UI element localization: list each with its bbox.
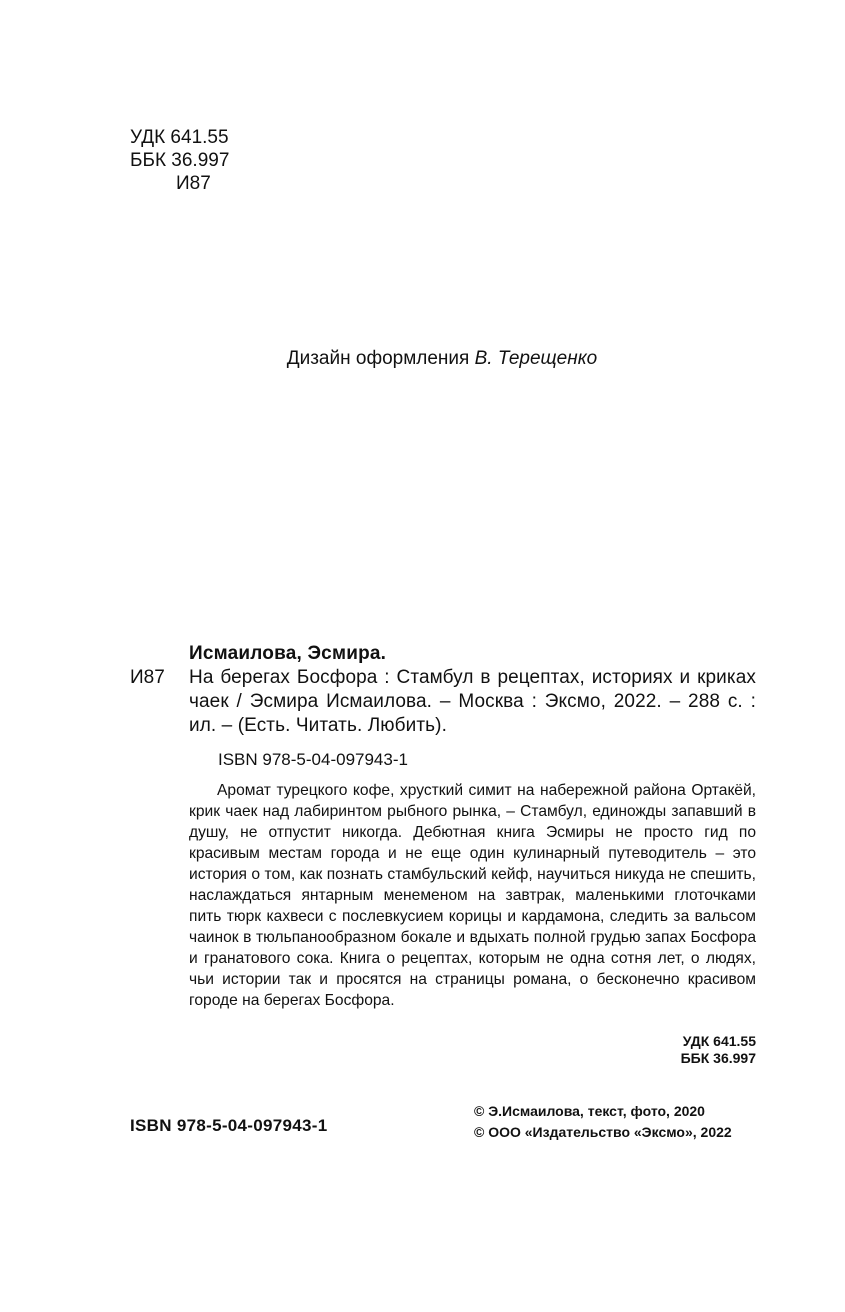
classification-block-bottom xyxy=(681,1033,756,1067)
udk-code-bottom: УДК 641.55 xyxy=(682,1033,756,1049)
record-author-mark: И87 xyxy=(130,667,165,688)
designer-name: В. Терещенко xyxy=(474,348,598,369)
copyright-publisher: © ООО «Издательство «Эксмо», 2022 xyxy=(474,1124,732,1140)
author-mark: И87 xyxy=(176,173,211,194)
record-description: На берегах Босфора : Стамбул в рецептах, историях и криках чаек / Эсмира Исмаилова. – Москва : Эксмо, 2022. – 288 с. : ил. – (Есть. Читать. Любить). xyxy=(189,667,756,736)
copyright-author: © Э.Исмаилова, текст, фото, 2020 xyxy=(474,1103,705,1119)
author-heading: Исмаилова, Эсмира. xyxy=(189,643,387,664)
record-isbn: ISBN 978-5-04-097943-1 xyxy=(218,750,408,769)
classification-block-top xyxy=(130,126,229,195)
bbk-code-bottom: ББК 36.997 xyxy=(680,1050,756,1066)
annotation: Аромат турецкого кофе, хрусткий симит на набережной района Ортакёй, крик чаек над лабиринтом рыбного рынка, – Стамбул, единожды запавший в душу, не отпустит никогда. Дебютная книга Эсмиры не просто гид по красивым местам города и не еще один кулинарный путеводитель – это история о том, как познать стамбульский кейф, научиться никуда не спешить, наслаждаться янтарным менеменом на завтрак, маленькими глоточками пить тюрк кахвеси с послевкусием корицы и кардамона, следить за вальсом чаинок в тюльпанообразном бокале и вдыхать полной грудью запах Босфора и гранатового сока. Книга о рецептах, которым не одна сотня лет, о людях, чьи истории так и просятся на страницы романа, о бесконечно красивом городе на берегах Босфора. xyxy=(189,782,756,1009)
record-description-row xyxy=(130,666,756,738)
design-credit xyxy=(0,348,845,370)
udk-code: УДК 641.55 xyxy=(130,127,229,148)
bbk-code: ББК 36.997 xyxy=(130,150,230,171)
design-credit-label: Дизайн оформления xyxy=(286,348,470,369)
bibliographic-record xyxy=(130,643,756,771)
isbn-bottom: ISBN 978-5-04-097943-1 xyxy=(130,1116,328,1135)
copyright-block xyxy=(474,1101,732,1143)
